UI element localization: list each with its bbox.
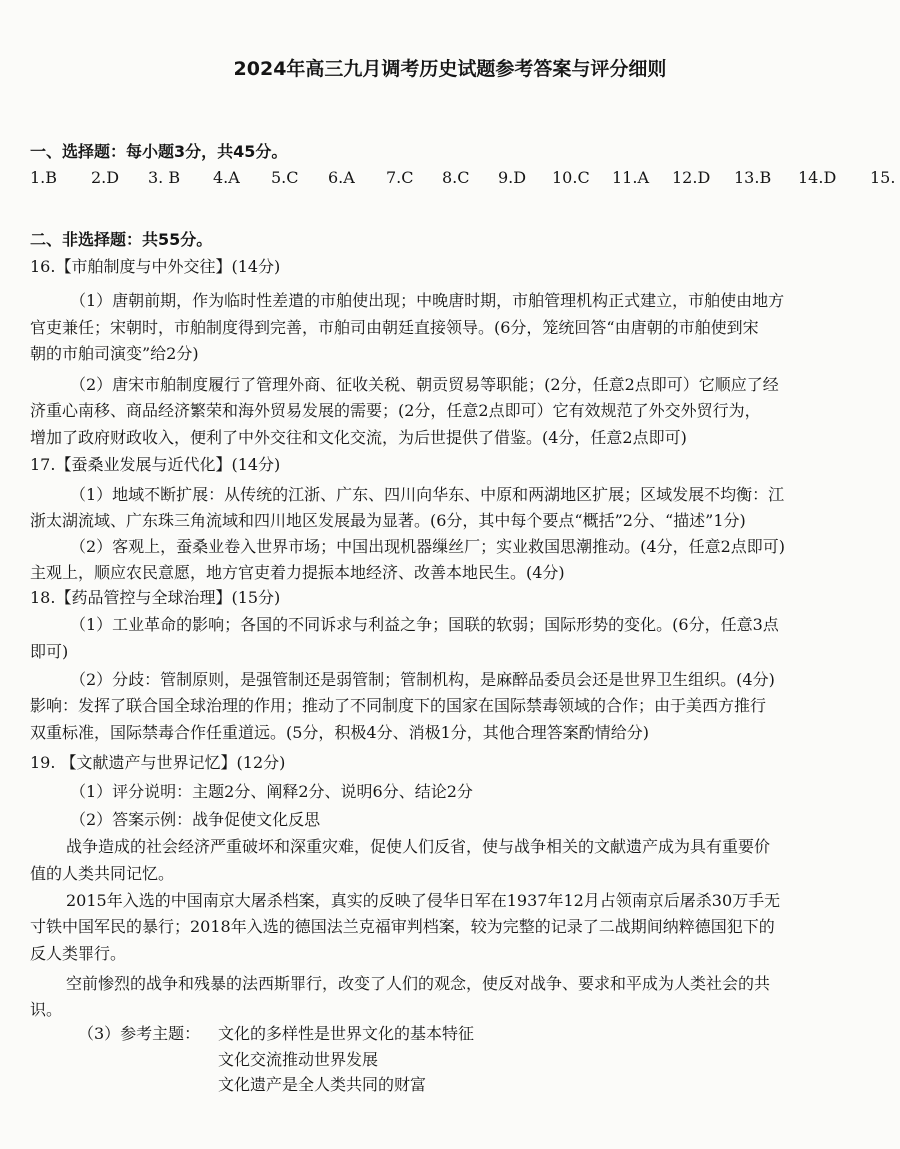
page-title: 2024年高三九月调考历史试题参考答案与评分细则	[233, 58, 667, 80]
answer-item: 7.C	[386, 168, 414, 187]
q19-para2-line1: 2015年入选的中国南京大屠杀档案，真实的反映了侵华日军在1937年12月占领南京后屠杀30万手无	[66, 891, 781, 910]
q18-p2-line1: （2）分歧：管制原则，是强管制还是弱管制；管制机构，是麻醉品委员会还是世界卫生组织。(4分)	[70, 670, 775, 689]
q19-theme-3: 文化遗产是全人类共同的财富	[218, 1075, 427, 1094]
q16-p2-line1: （2）唐宋市舶制度履行了管理外商、征收关税、朝贡贸易等职能；(2分，任意2点即可）它顺应了经	[70, 375, 779, 394]
q16-p1-line3: 朝的市舶司演变”给2分)	[30, 344, 199, 363]
answer-item: 5.C	[271, 168, 299, 187]
answer-item: 14.D	[798, 168, 837, 187]
answer-item: 15.	[870, 168, 896, 187]
q19-theme-1: 文化的多样性是世界文化的基本特征	[218, 1024, 475, 1043]
q17-p1-line2: 浙太湖流域、广东珠三角流域和四川地区发展最为显著。(6分，其中每个要点“概括”2分、“描述”1分)	[30, 511, 746, 530]
q17-p2-line1: （2）客观上，蚕桑业卷入世界市场；中国出现机器缫丝厂；实业救国思潮推动。(4分，任意2点即可)	[70, 537, 786, 556]
q19-theme-2: 文化交流推动世界发展	[218, 1050, 379, 1069]
q19-para3-line2: 识。	[30, 1000, 63, 1019]
q17-p2-line2: 主观上，顺应农民意愿，地方官吏着力提振本地经济、改善本地民生。(4分)	[30, 563, 565, 582]
q18-p1-line2: 即可)	[30, 642, 69, 661]
choice-answers-row	[30, 168, 900, 194]
answer-item: 13.B	[734, 168, 772, 187]
answer-item: 9.D	[498, 168, 527, 187]
q19-para2-line3: 反人类罪行。	[30, 944, 127, 963]
q19-title: 19. 【文献遗产与世界记忆】(12分)	[30, 753, 286, 772]
answer-item: 12.D	[672, 168, 711, 187]
q18-p2-line2: 影响：发挥了联合国全球治理的作用；推动了不同制度下的国家在国际禁毒领域的合作；由于美西方推行	[30, 696, 767, 715]
q16-p2-line3: 增加了政府财政收入，便利了中外交往和文化交流，为后世提供了借鉴。(4分，任意2点即可)	[30, 428, 687, 447]
q19-para2-line2: 寸铁中国军民的暴行；2018年入选的德国法兰克福审判档案，较为完整的记录了二战期间纳粹德国犯下的	[30, 917, 775, 936]
q19-para1-line2: 值的人类共同记忆。	[30, 864, 175, 883]
q16-title: 16.【市舶制度与中外交往】(14分)	[30, 257, 281, 276]
q18-p1-line1: （1）工业革命的影响；各国的不同诉求与利益之争；国联的软弱；国际形势的变化。(6分，任意3点	[70, 615, 779, 634]
q19-p3-label: （3）参考主题：	[78, 1024, 201, 1043]
answer-item: 10.C	[552, 168, 590, 187]
answer-item: 11.A	[612, 168, 649, 187]
q16-p1-line2: 官吏兼任；宋朝时，市舶制度得到完善，市舶司由朝廷直接领导。(6分，笼统回答“由唐朝的市舶使到宋	[30, 318, 759, 337]
q17-p1-line1: （1）地域不断扩展：从传统的江浙、广东、四川向华东、中原和两湖地区扩展；区域发展不均衡：江	[70, 485, 785, 504]
section1-heading: 一、选择题：每小题3分，共45分。	[30, 142, 288, 161]
q17-title: 17.【蚕桑业发展与近代化】(14分)	[30, 455, 281, 474]
q19-para3-line1: 空前惨烈的战争和残暴的法西斯罪行，改变了人们的观念，使反对战争、要求和平成为人类社会的共	[66, 974, 771, 993]
q18-p2-line3: 双重标准，国际禁毒合作任重道远。(5分，积极4分、消极1分，其他合理答案酌情给分)	[30, 723, 650, 742]
answer-item: 1.B	[30, 168, 58, 187]
answer-item: 4.A	[213, 168, 240, 187]
q18-title: 18.【药品管控与全球治理】(15分)	[30, 588, 281, 607]
q16-p1-line1: （1）唐朝前期，作为临时性差遣的市舶使出现；中晚唐时期，市舶管理机构正式建立，市舶使由地方	[70, 291, 785, 310]
answer-item: 3. B	[148, 168, 181, 187]
answer-item: 6.A	[328, 168, 355, 187]
section2-heading: 二、非选择题：共55分。	[30, 230, 213, 249]
answer-item: 8.C	[442, 168, 470, 187]
q19-p2: （2）答案示例：战争促使文化反思	[70, 810, 321, 829]
q19-p1: （1）评分说明：主题2分、阐释2分、说明6分、结论2分	[70, 782, 473, 801]
answer-item: 2.D	[91, 168, 120, 187]
q16-p2-line2: 济重心南移、商品经济繁荣和海外贸易发展的需要；(2分，任意2点即可）它有效规范了外交外贸行为，	[30, 401, 761, 420]
q19-para1-line1: 战争造成的社会经济严重破坏和深重灾难，促使人们反省，使与战争相关的文献遗产成为具有重要价	[66, 837, 771, 856]
